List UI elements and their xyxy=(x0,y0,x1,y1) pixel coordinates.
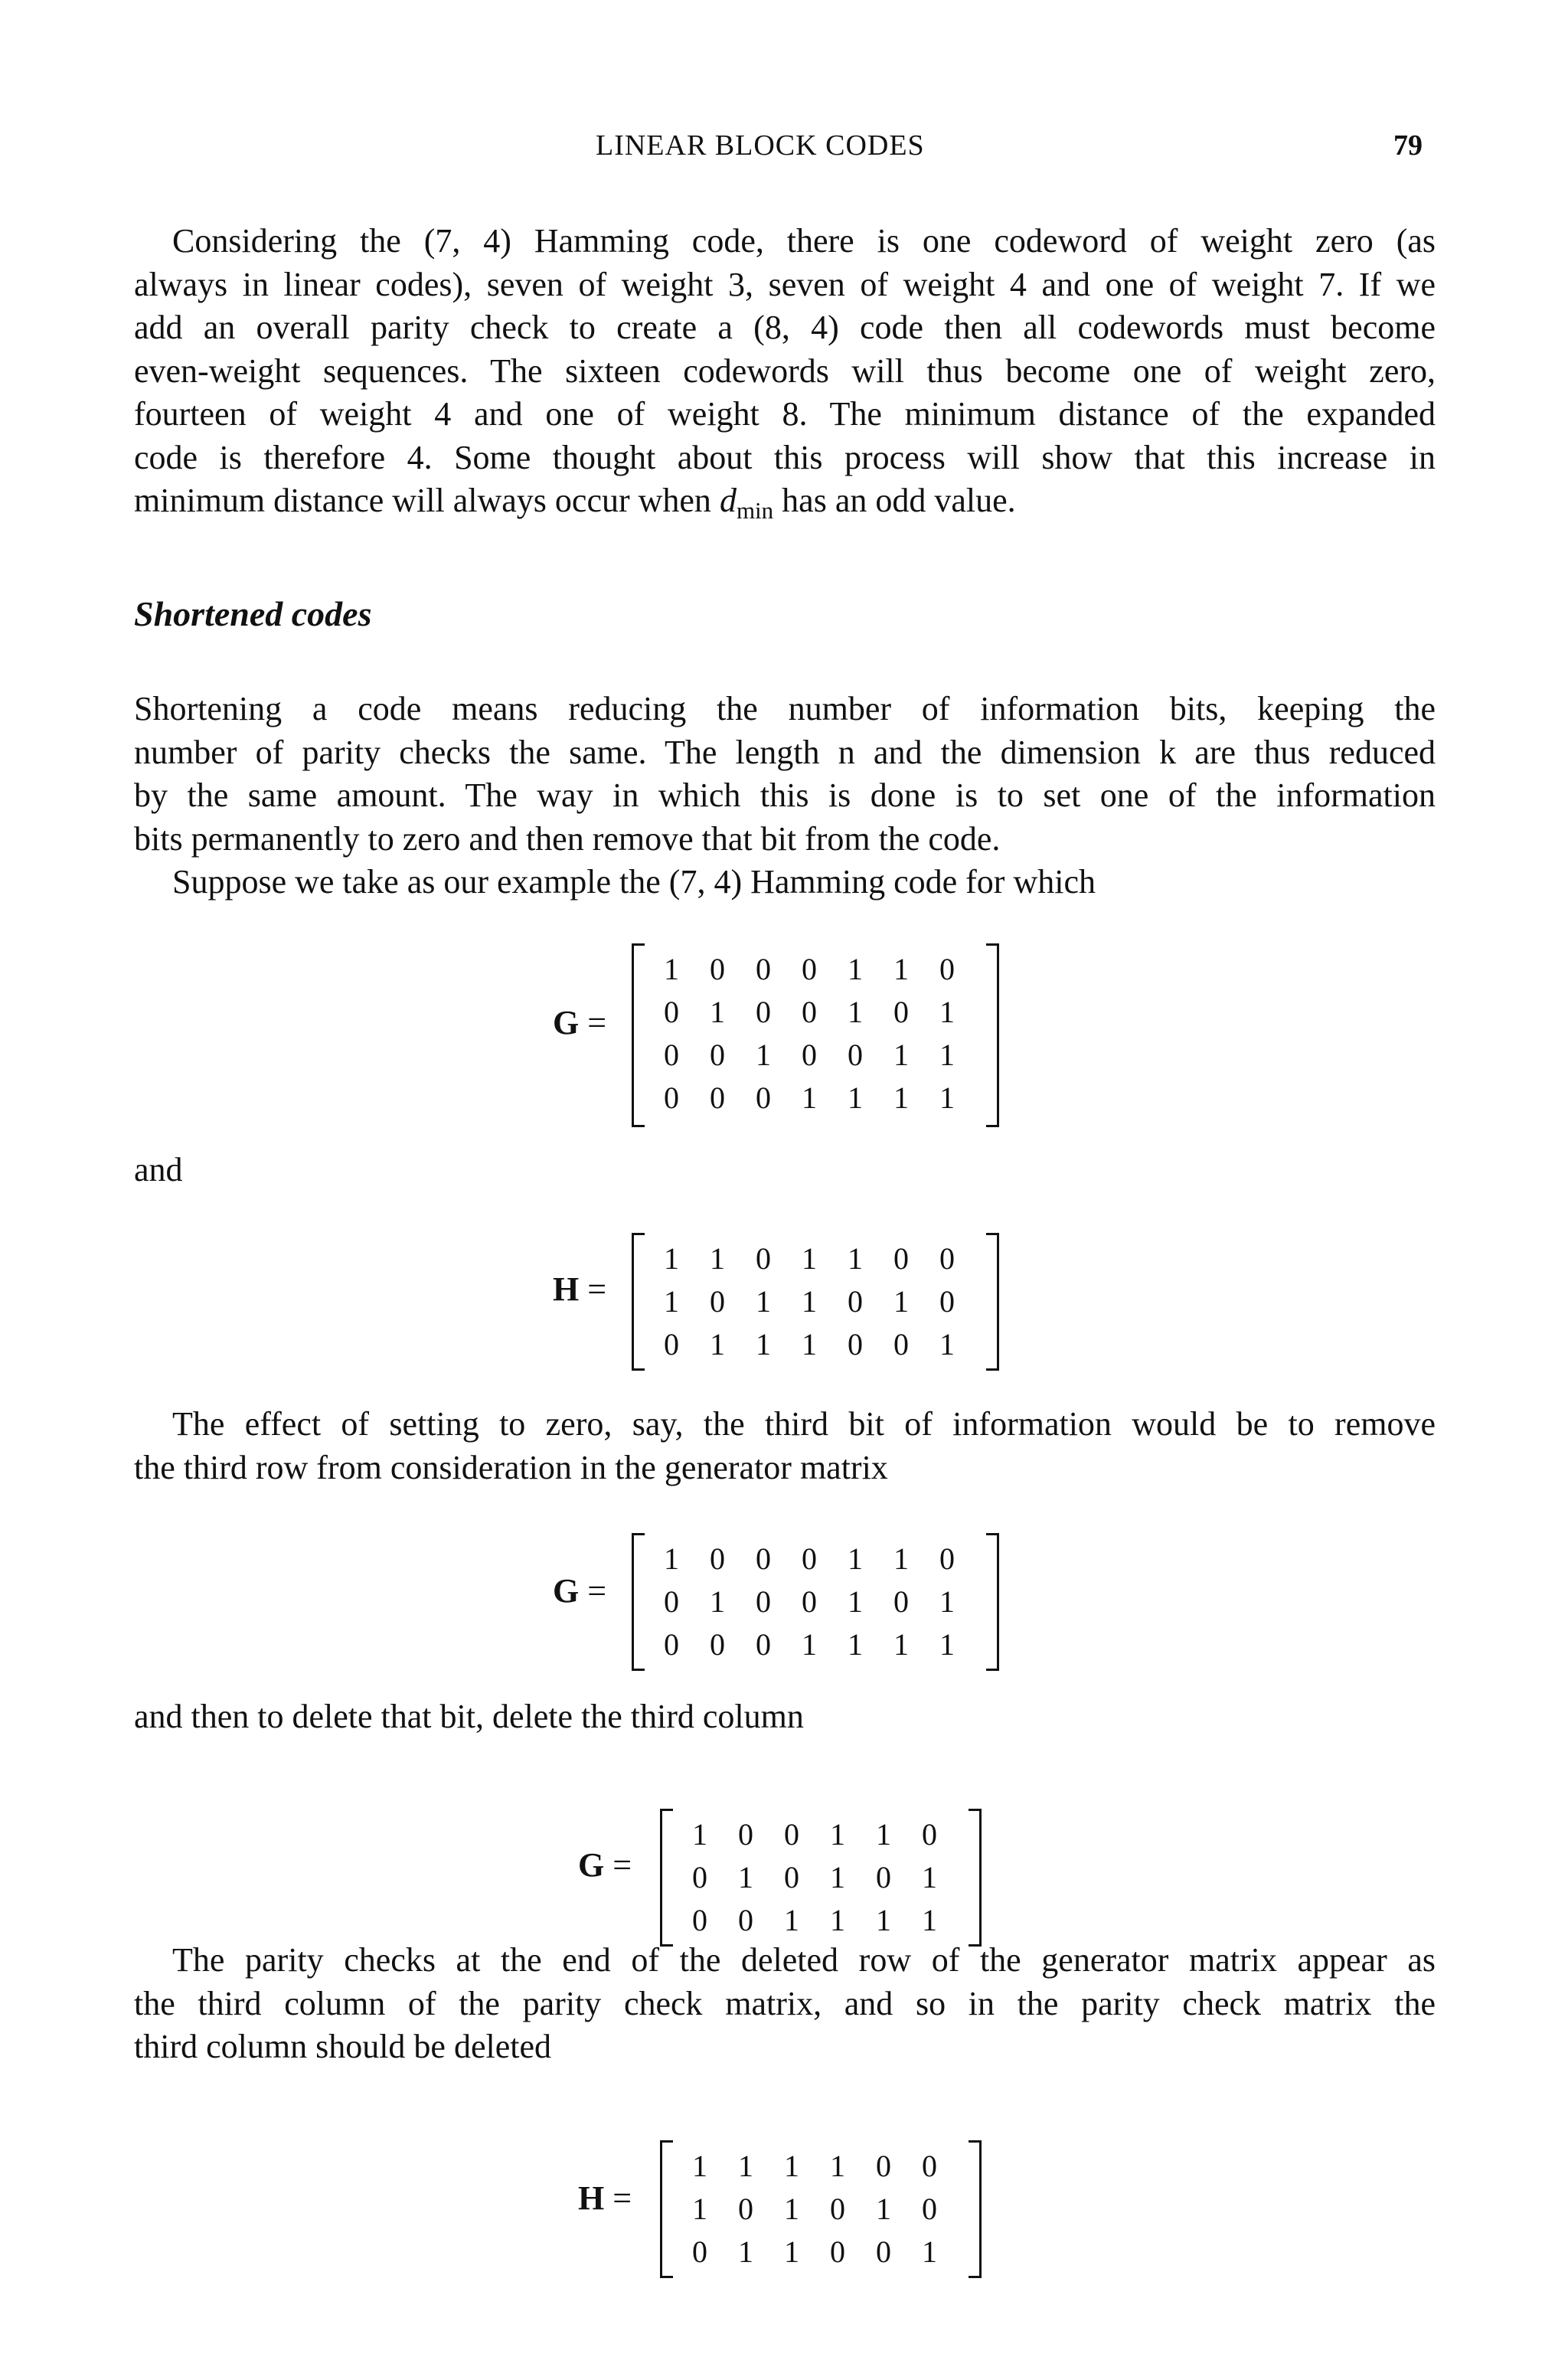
text-line: The effect of setting to zero, say, the third bit of information would be to remove xyxy=(172,1405,1436,1443)
matrix-cell: 0 xyxy=(710,1038,725,1072)
matrix-cell: 1 xyxy=(664,1541,679,1576)
left-bracket xyxy=(660,2140,673,2278)
matrix-cell: 1 xyxy=(710,1241,725,1276)
matrix-cell: 0 xyxy=(756,1541,771,1576)
matrix-cell: 1 xyxy=(939,1080,955,1115)
matrix-cell: 0 xyxy=(692,2234,707,2269)
matrix-cell: 1 xyxy=(738,1860,753,1894)
matrix-cell: 1 xyxy=(939,1038,955,1072)
matrix-cell: 0 xyxy=(802,1541,817,1576)
text-line: the third column of the parity check matrix, and so in the parity check matrix the xyxy=(134,1984,1436,2022)
matrix-cell: 1 xyxy=(939,995,955,1029)
matrix-cell: 1 xyxy=(664,1284,679,1319)
matrix-cell: 1 xyxy=(756,1284,771,1319)
matrix-cell: 1 xyxy=(876,2192,891,2226)
right-bracket xyxy=(969,1809,982,1947)
matrix-cell: 0 xyxy=(756,995,771,1029)
matrix-g3-label: G = xyxy=(578,1846,632,1884)
matrix-cell: 1 xyxy=(939,1327,955,1362)
matrix-cell: 0 xyxy=(876,1860,891,1894)
text-line: Considering the (7, 4) Hamming code, there is one codeword of weight zero (as xyxy=(172,222,1436,260)
text-line-last: minimum distance will always occur when $d_{min}$ has an odd value. xyxy=(134,482,1016,524)
matrix-cell: 1 xyxy=(802,1241,817,1276)
matrix-cell: 1 xyxy=(802,1284,817,1319)
matrix-cell: 0 xyxy=(876,2234,891,2269)
matrix-cell: 0 xyxy=(802,1584,817,1619)
matrix-g1-label: G = xyxy=(553,1004,607,1041)
text-line: by the same amount. The way in which this is done is to set one of the information xyxy=(134,776,1436,814)
matrix-cell: 1 xyxy=(830,1817,845,1852)
matrix-cell: 0 xyxy=(664,995,679,1029)
matrix-cell: 1 xyxy=(692,2149,707,2183)
matrix-cell: 1 xyxy=(848,1080,863,1115)
matrix-g1 xyxy=(632,943,999,1127)
paragraph-parity-checks xyxy=(134,1939,1436,2069)
matrix-cell: 1 xyxy=(710,1584,725,1619)
matrix-cell: 0 xyxy=(802,952,817,986)
matrix-h1-label: H = xyxy=(553,1270,607,1308)
matrix-cell: 1 xyxy=(710,995,725,1029)
running-title: LINEAR BLOCK CODES xyxy=(596,129,925,162)
matrix-cell: 0 xyxy=(922,2192,937,2226)
matrix-cell: 1 xyxy=(848,1627,863,1662)
matrix-cell: 1 xyxy=(830,1860,845,1894)
matrix-cell: 0 xyxy=(664,1080,679,1115)
section-heading: Shortened codes xyxy=(134,594,372,633)
matrix-cell: 1 xyxy=(756,1038,771,1072)
matrix-cell: 0 xyxy=(939,1284,955,1319)
matrix-cell: 1 xyxy=(876,1903,891,1937)
matrix-cell: 0 xyxy=(893,1327,909,1362)
text-and: and xyxy=(134,1151,183,1188)
matrix-cell: 0 xyxy=(784,1860,799,1894)
text-line: add an overall parity check to create a (8, 4) code then all codewords must become xyxy=(134,309,1436,346)
matrix-cell: 1 xyxy=(922,1903,937,1937)
matrix-cell: 1 xyxy=(848,952,863,986)
matrix-cell: 1 xyxy=(664,952,679,986)
matrix-cell: 1 xyxy=(784,1903,799,1937)
matrix-cell: 0 xyxy=(664,1327,679,1362)
matrix-cell: 0 xyxy=(802,1038,817,1072)
matrix-cell: 1 xyxy=(893,952,909,986)
matrix-cell: 0 xyxy=(756,1584,771,1619)
matrix-cell: 0 xyxy=(893,1241,909,1276)
matrix-h2 xyxy=(660,2140,982,2278)
matrix-cell: 0 xyxy=(710,1080,725,1115)
matrix-cell: 0 xyxy=(830,2234,845,2269)
matrix-cell: 0 xyxy=(738,1903,753,1937)
matrix-cell: 0 xyxy=(710,1541,725,1576)
matrix-cell: 0 xyxy=(922,2149,937,2183)
matrix-cell: 1 xyxy=(848,1241,863,1276)
matrix-cell: 1 xyxy=(893,1080,909,1115)
matrix-cell: 1 xyxy=(802,1080,817,1115)
matrix-cell: 1 xyxy=(802,1627,817,1662)
matrix-cell: 1 xyxy=(939,1584,955,1619)
matrix-cell: 1 xyxy=(756,1327,771,1362)
matrix-cell: 0 xyxy=(756,952,771,986)
dmin-subscript: min xyxy=(736,497,774,524)
matrix-cell: 1 xyxy=(784,2149,799,2183)
matrix-cell: 0 xyxy=(830,2192,845,2226)
matrix-cell: 1 xyxy=(893,1541,909,1576)
matrix-cell: 0 xyxy=(710,952,725,986)
right-bracket xyxy=(986,943,999,1127)
matrix-h1 xyxy=(632,1233,999,1371)
matrix-h2-label: H = xyxy=(578,2179,632,2217)
matrix-cell: 0 xyxy=(692,1860,707,1894)
page-header xyxy=(0,129,1568,175)
matrix-cell: 1 xyxy=(710,1327,725,1362)
matrix-cell: 1 xyxy=(848,995,863,1029)
right-bracket xyxy=(986,1233,999,1371)
matrix-cell: 1 xyxy=(784,2234,799,2269)
matrix-cell: 1 xyxy=(784,2192,799,2226)
matrix-cell: 0 xyxy=(939,1541,955,1576)
matrix-cell: 1 xyxy=(922,2234,937,2269)
matrix-cell: 1 xyxy=(876,1817,891,1852)
matrix-cell: 1 xyxy=(893,1627,909,1662)
matrix-cell: 1 xyxy=(922,1860,937,1894)
text-line: bits permanently to zero and then remove that bit from the code. xyxy=(134,819,1001,858)
matrix-cell: 0 xyxy=(756,1080,771,1115)
text-line: Shortening a code means reducing the number of information bits, keeping the xyxy=(134,690,1436,727)
matrix-cell: 0 xyxy=(922,1817,937,1852)
matrix-cell: 1 xyxy=(830,1903,845,1937)
matrix-cell: 0 xyxy=(756,1627,771,1662)
matrix-cell: 0 xyxy=(893,1584,909,1619)
matrix-g2-label: G = xyxy=(553,1572,607,1610)
matrix-cell: 0 xyxy=(939,1241,955,1276)
text-line: number of parity checks the same. The length n and the dimension k are thus reduced xyxy=(134,733,1436,771)
matrix-cell: 0 xyxy=(738,2192,753,2226)
matrix-cell: 0 xyxy=(664,1627,679,1662)
text-line: third column should be deleted xyxy=(134,2028,551,2065)
matrix-cell: 1 xyxy=(848,1584,863,1619)
matrix-cell: 0 xyxy=(876,2149,891,2183)
matrix-cell: 0 xyxy=(710,1627,725,1662)
matrix-cell: 0 xyxy=(848,1038,863,1072)
right-bracket xyxy=(986,1533,999,1671)
paragraph-shortening xyxy=(134,688,1436,861)
matrix-cell: 1 xyxy=(802,1327,817,1362)
matrix-g2 xyxy=(632,1533,999,1671)
paragraph-effect xyxy=(134,1403,1436,1489)
paragraph-hamming-weights xyxy=(134,220,1436,533)
matrix-cell: 1 xyxy=(893,1038,909,1072)
matrix-cell: 0 xyxy=(710,1284,725,1319)
matrix-cell: 1 xyxy=(939,1627,955,1662)
matrix-cell: 0 xyxy=(802,995,817,1029)
left-bracket xyxy=(632,943,645,1127)
matrix-cell: 0 xyxy=(738,1817,753,1852)
left-bracket xyxy=(660,1809,673,1947)
matrix-cell: 1 xyxy=(738,2234,753,2269)
text-line: even-weight sequences. The sixteen codewords will thus become one of weight zero, xyxy=(134,351,1436,390)
matrix-cell: 0 xyxy=(939,952,955,986)
text-line: fourteen of weight 4 and one of weight 8. The minimum distance of the expanded xyxy=(134,395,1436,433)
matrix-cell: 1 xyxy=(692,2192,707,2226)
text-line: the third row from consideration in the generator matrix xyxy=(134,1448,888,1486)
page-number: 79 xyxy=(1393,129,1423,162)
paragraph-delete-column xyxy=(134,1695,1436,1739)
text-line: always in linear codes), seven of weight 3, seven of weight 4 and one of weight 7. If we xyxy=(134,265,1436,303)
matrix-cell: 1 xyxy=(893,1284,909,1319)
matrix-cell: 0 xyxy=(848,1284,863,1319)
matrix-cell: 0 xyxy=(664,1584,679,1619)
dmin-symbol: d xyxy=(719,482,737,519)
matrix-cell: 0 xyxy=(756,1241,771,1276)
right-bracket xyxy=(969,2140,982,2278)
matrix-cell: 1 xyxy=(848,1541,863,1576)
left-bracket xyxy=(632,1533,645,1671)
text-line: The parity checks at the end of the deleted row of the generator matrix appear as xyxy=(172,1941,1436,1979)
matrix-g3 xyxy=(660,1809,982,1947)
matrix-cell: 0 xyxy=(664,1038,679,1072)
matrix-cell: 0 xyxy=(848,1327,863,1362)
matrix-cell: 0 xyxy=(784,1817,799,1852)
text-line: and then to delete that bit, delete the third column xyxy=(134,1698,804,1735)
matrix-cell: 0 xyxy=(893,995,909,1029)
matrix-cell: 1 xyxy=(692,1817,707,1852)
matrix-cell: 1 xyxy=(738,2149,753,2183)
left-bracket xyxy=(632,1233,645,1371)
matrix-cell: 0 xyxy=(692,1903,707,1937)
matrix-cell: 1 xyxy=(664,1241,679,1276)
matrix-cell: 1 xyxy=(830,2149,845,2183)
paragraph-example xyxy=(134,861,1436,904)
text-line: Suppose we take as our example the (7, 4) Hamming code for which xyxy=(172,863,1096,901)
text-line: code is therefore 4. Some thought about this process will show that this increase in xyxy=(134,438,1436,476)
